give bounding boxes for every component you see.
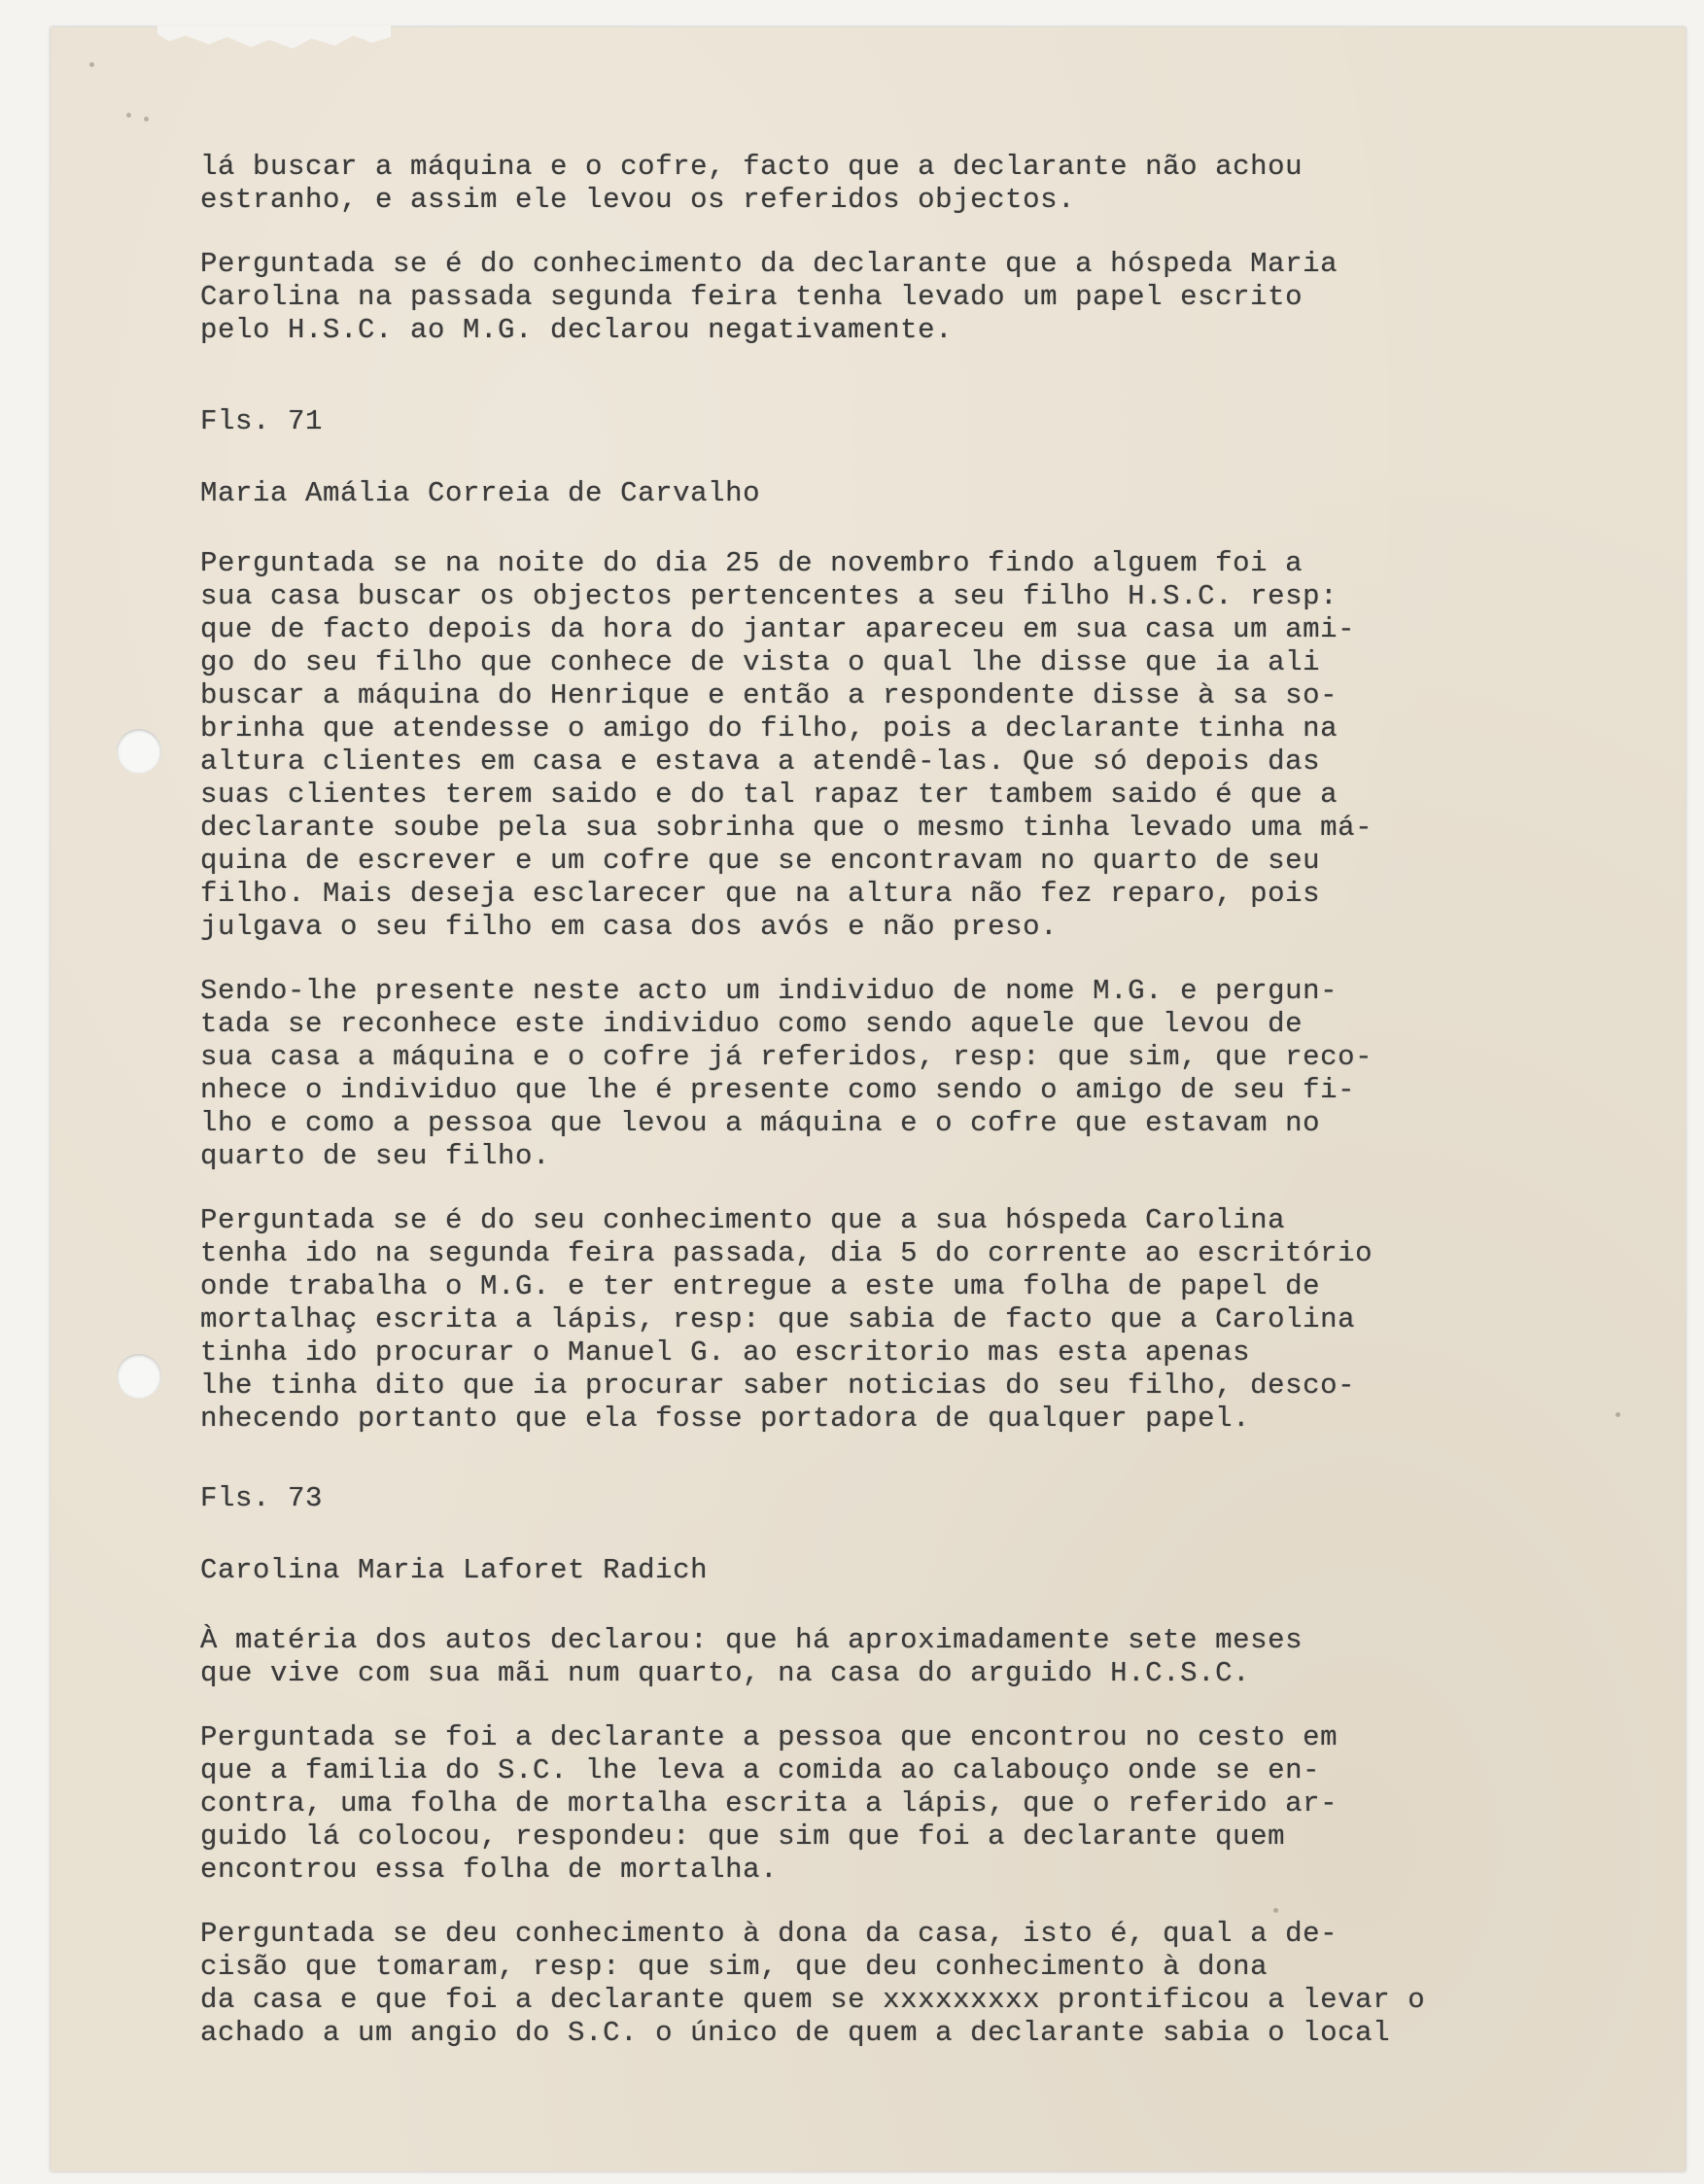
text-line: Perguntada se é do seu conhecimento que a sua hóspeda Carolina (200, 1204, 1286, 1236)
intro-paragraph (200, 151, 1629, 217)
text-line: achado a um angio do S.C. o único de quem a declarante sabia o local (200, 2017, 1391, 2049)
testimony-paragraph (200, 1918, 1629, 2050)
text-line: buscar a máquina do Henrique e então a respondente disse à sa so- (200, 679, 1339, 711)
testimony-paragraph (200, 975, 1629, 1173)
text-line: da casa e que foi a declarante quem se xxxxxxxxx prontificou a levar o (200, 1984, 1426, 2016)
text-line: Perguntada se foi a declarante a pessoa que encontrou no cesto em (200, 1721, 1339, 1753)
text-line: que de facto depois da hora do jantar apareceu em sua casa um ami- (200, 613, 1356, 645)
punch-hole (117, 729, 161, 774)
text-line: go do seu filho que conhece de vista o qual lhe disse que ia ali (200, 646, 1321, 678)
text-line: lá buscar a máquina e o cofre, facto que a declarante não achou (200, 151, 1304, 183)
text-line: onde trabalha o M.G. e ter entregue a este uma folha de papel de (200, 1270, 1321, 1302)
text-line: nhece o individuo que lhe é presente como sendo o amigo de seu fi- (200, 1074, 1356, 1106)
text-line: guido lá colocou, respondeu: que sim que foi a declarante quem (200, 1820, 1286, 1853)
paper-speck (126, 113, 131, 118)
text-line: brinha que atendesse o amigo do filho, pois a declarante tinha na (200, 712, 1339, 745)
text-line: que vive com sua mãi num quarto, na casa do arguido H.C.S.C. (200, 1657, 1251, 1689)
text-line: Perguntada se deu conhecimento à dona da casa, isto é, qual a de- (200, 1918, 1339, 1950)
section-heading-fls73: Fls. 73 (200, 1482, 324, 1514)
testimony-paragraph (200, 547, 1629, 944)
text-line: encontrou essa folha de mortalha. (200, 1854, 779, 1886)
text-line: suas clientes terem saido e do tal rapaz ter tambem saido é que a (200, 779, 1339, 811)
text-line: Perguntada se é do conhecimento da declarante que a hóspeda Maria (200, 248, 1339, 280)
testimony-paragraph (200, 1204, 1629, 1436)
text-line: que a familia do S.C. lhe leva a comida ao calabouço onde se en- (200, 1754, 1321, 1786)
text-line: declarante soube pela sua sobrinha que o mesmo tinha levado uma má- (200, 812, 1374, 844)
text-line: estranho, e assim ele levou os referidos objectos. (200, 184, 1076, 216)
text-line: contra, uma folha de mortalha escrita a lápis, que o referido ar- (200, 1787, 1339, 1820)
text-line: tenha ido na segunda feira passada, dia 5 do corrente ao escritório (200, 1237, 1374, 1269)
text-line: altura clientes em casa e estava a atendê-las. Que só depois das (200, 745, 1321, 778)
text-line: quina de escrever e um cofre que se encontravam no quarto de seu (200, 845, 1321, 877)
punch-hole (117, 1354, 161, 1399)
text-line: Sendo-lhe presente neste acto um individuo de nome M.G. e pergun- (200, 975, 1339, 1007)
text-line: filho. Mais deseja esclarecer que na altura não fez reparo, pois (200, 878, 1321, 910)
deponent-name: Carolina Maria Laforet Radich (200, 1554, 709, 1586)
torn-edge (157, 25, 391, 54)
text-line: sua casa a máquina e o cofre já referidos, resp: que sim, que reco- (200, 1041, 1374, 1073)
text-line: lhe tinha dito que ia procurar saber noticias do seu filho, desco- (200, 1369, 1356, 1402)
testimony-paragraph (200, 1721, 1629, 1887)
paper-speck (144, 117, 149, 121)
paper-speck (89, 62, 94, 67)
text-line: sua casa buscar os objectos pertencentes a seu filho H.S.C. resp: (200, 580, 1339, 612)
text-line: tinha ido procurar o Manuel G. ao escritorio mas esta apenas (200, 1336, 1251, 1369)
text-line: pelo H.S.C. ao M.G. declarou negativamente. (200, 314, 954, 346)
text-line: Perguntada se na noite do dia 25 de novembro findo alguem foi a (200, 547, 1304, 579)
section-heading-fls71: Fls. 71 (200, 405, 324, 437)
text-line: Carolina na passada segunda feira tenha levado um papel escrito (200, 281, 1304, 313)
text-line: cisão que tomaram, resp: que sim, que deu conhecimento à dona (200, 1951, 1269, 1983)
intro-paragraph (200, 248, 1629, 347)
typewritten-text (200, 151, 1629, 2081)
text-line: mortalhaç escrita a lápis, resp: que sabia de facto que a Carolina (200, 1303, 1356, 1335)
testimony-paragraph (200, 1624, 1629, 1690)
text-line: quarto de seu filho. (200, 1140, 551, 1172)
text-line: lho e como a pessoa que levou a máquina e o cofre que estavam no (200, 1107, 1321, 1139)
text-line: nhecendo portanto que ela fosse portadora de qualquer papel. (200, 1403, 1251, 1435)
deponent-name: Maria Amália Correia de Carvalho (200, 477, 761, 509)
text-line: À matéria dos autos declarou: que há aproximadamente sete meses (200, 1624, 1304, 1656)
text-line: tada se reconhece este individuo como sendo aquele que levou de (200, 1008, 1304, 1040)
text-line: julgava o seu filho em casa dos avós e não preso. (200, 911, 1059, 943)
